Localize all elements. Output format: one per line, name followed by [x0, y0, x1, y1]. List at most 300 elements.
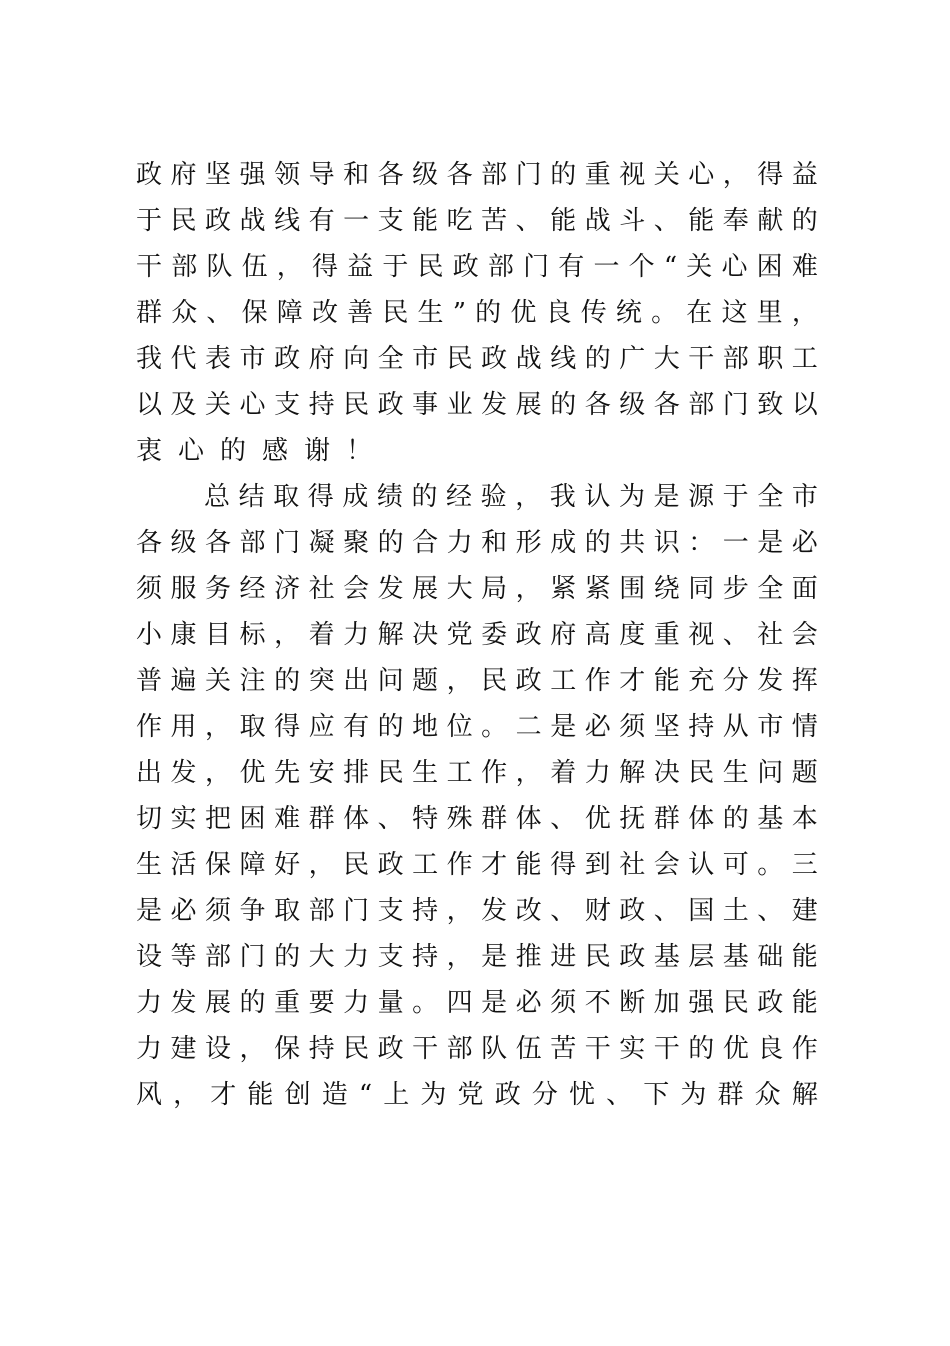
- glyph: 体: [688, 804, 715, 834]
- glyph: 绩: [376, 482, 403, 512]
- glyph: 本: [791, 804, 818, 834]
- glyph: ：: [688, 528, 715, 558]
- glyph: ，: [173, 1080, 200, 1110]
- glyph: 度: [619, 620, 646, 650]
- glyph: 作: [584, 666, 611, 696]
- glyph: 造: [321, 1080, 348, 1110]
- glyph: 体: [515, 804, 542, 834]
- glyph: 解: [377, 620, 404, 650]
- glyph: 困: [756, 252, 783, 282]
- text-line: [136, 750, 818, 796]
- glyph: 强: [688, 988, 715, 1018]
- glyph: 门: [274, 528, 301, 558]
- glyph: 必: [515, 988, 542, 1018]
- glyph: 持: [412, 896, 439, 926]
- glyph: 力: [136, 1034, 163, 1064]
- glyph: 各: [136, 528, 163, 558]
- glyph: 关: [205, 666, 232, 696]
- glyph: 的: [722, 804, 749, 834]
- glyph: 门: [515, 160, 542, 190]
- glyph: 的: [550, 160, 577, 190]
- glyph: 部: [722, 344, 749, 374]
- glyph: 难: [791, 252, 818, 282]
- glyph: 、: [377, 804, 404, 834]
- glyph: 优: [239, 758, 266, 788]
- glyph: 工: [446, 758, 473, 788]
- glyph: 职: [757, 344, 784, 374]
- glyph: 加: [653, 988, 680, 1018]
- glyph: 战: [584, 206, 611, 236]
- glyph: 基: [722, 942, 749, 972]
- glyph: 解: [791, 1080, 818, 1110]
- glyph: 活: [170, 850, 197, 880]
- glyph: 衷: [136, 436, 163, 466]
- glyph: 能: [688, 206, 715, 236]
- glyph: 的: [550, 390, 577, 420]
- glyph: 群: [653, 804, 680, 834]
- glyph: 聚: [343, 528, 370, 558]
- glyph: 民: [722, 988, 749, 1018]
- glyph: 民: [584, 942, 611, 972]
- text-line: [136, 566, 818, 612]
- glyph: 众: [754, 1080, 781, 1110]
- glyph: ，: [515, 574, 542, 604]
- text-line: [136, 888, 818, 934]
- glyph: 二: [515, 712, 542, 742]
- glyph: 会: [653, 850, 680, 880]
- text-line: [136, 980, 818, 1026]
- glyph: 重: [584, 160, 611, 190]
- glyph: 进: [550, 942, 577, 972]
- glyph: 视: [619, 160, 646, 190]
- glyph: 干: [412, 1034, 439, 1064]
- glyph: 政: [515, 666, 542, 696]
- glyph: 这: [721, 298, 748, 328]
- glyph: 干: [653, 1034, 680, 1064]
- glyph: 发: [481, 390, 508, 420]
- glyph: 能: [515, 850, 542, 880]
- glyph: 、: [606, 1080, 633, 1110]
- glyph: 队: [481, 1034, 508, 1064]
- glyph: 量: [377, 988, 404, 1018]
- glyph: 形: [515, 528, 542, 558]
- glyph: 总: [204, 482, 231, 512]
- glyph: 到: [584, 850, 611, 880]
- glyph: 成: [342, 482, 369, 512]
- glyph: 我: [549, 482, 576, 512]
- glyph: ，: [515, 758, 542, 788]
- glyph: 高: [584, 620, 611, 650]
- glyph: 得: [550, 850, 577, 880]
- glyph: 作: [136, 712, 163, 742]
- glyph: 得: [311, 252, 338, 282]
- glyph: 部: [308, 896, 335, 926]
- glyph: 有: [558, 252, 585, 282]
- glyph: 充: [688, 666, 715, 696]
- glyph: 、: [757, 896, 784, 926]
- glyph: 上: [383, 1080, 410, 1110]
- glyph: 基: [757, 804, 784, 834]
- glyph: 民: [382, 298, 409, 328]
- glyph: 级: [619, 390, 646, 420]
- glyph: 政: [136, 160, 163, 190]
- glyph: 建: [791, 896, 818, 926]
- glyph: 大: [653, 344, 680, 374]
- glyph: 市: [239, 344, 266, 374]
- glyph: 从: [722, 712, 749, 742]
- glyph: 、: [206, 298, 233, 328]
- glyph: 作: [791, 1034, 818, 1064]
- glyph: 委: [481, 620, 508, 650]
- glyph: 才: [619, 666, 646, 696]
- glyph: 政: [481, 344, 508, 374]
- glyph: 民: [481, 666, 508, 696]
- glyph: 民: [343, 1034, 370, 1064]
- glyph: 会: [343, 574, 370, 604]
- text-line: [136, 612, 818, 658]
- glyph: 认: [688, 850, 715, 880]
- glyph: 问: [377, 666, 404, 696]
- glyph: 社: [619, 850, 646, 880]
- glyph: 是: [481, 988, 508, 1018]
- glyph: 、: [653, 896, 680, 926]
- glyph: 关: [686, 252, 713, 282]
- glyph: 门: [523, 252, 550, 282]
- glyph: 部: [688, 390, 715, 420]
- text-line: [136, 244, 818, 290]
- glyph: 基: [653, 942, 680, 972]
- glyph: 可: [722, 850, 749, 880]
- glyph: 级: [412, 160, 439, 190]
- glyph: 和: [343, 160, 370, 190]
- glyph: 源: [688, 482, 715, 512]
- glyph: 。: [651, 298, 678, 328]
- glyph: 领: [274, 160, 301, 190]
- glyph: 心: [721, 252, 748, 282]
- glyph: 业: [446, 390, 473, 420]
- glyph: 谢: [304, 436, 331, 466]
- glyph: 得: [757, 160, 784, 190]
- glyph: 能: [791, 942, 818, 972]
- glyph: 和: [481, 528, 508, 558]
- glyph: 的: [791, 206, 818, 236]
- glyph: 是: [757, 528, 784, 558]
- glyph: 战: [515, 344, 542, 374]
- glyph: 优: [510, 298, 537, 328]
- glyph: 层: [688, 942, 715, 972]
- glyph: 良: [757, 1034, 784, 1064]
- glyph: 经: [239, 574, 266, 604]
- glyph: 民: [377, 758, 404, 788]
- glyph: 工: [791, 344, 818, 374]
- glyph: 着: [308, 620, 335, 650]
- glyph: 殊: [446, 804, 473, 834]
- glyph: 能: [653, 666, 680, 696]
- glyph: 的: [584, 528, 611, 558]
- glyph: 的: [377, 712, 404, 742]
- glyph: 紧: [550, 574, 577, 604]
- glyph: 建: [170, 1034, 197, 1064]
- glyph: 社: [757, 620, 784, 650]
- glyph: 的: [688, 1034, 715, 1064]
- glyph: 政: [377, 1034, 404, 1064]
- glyph: 门: [239, 942, 266, 972]
- glyph: 保: [205, 850, 232, 880]
- glyph: 取: [239, 712, 266, 742]
- text-line: [136, 382, 818, 428]
- glyph: 、: [722, 620, 749, 650]
- glyph: 政: [205, 206, 232, 236]
- glyph: 结: [238, 482, 265, 512]
- glyph: 位: [446, 712, 473, 742]
- glyph: ，: [791, 298, 818, 328]
- glyph: 苦: [481, 206, 508, 236]
- glyph: 致: [757, 390, 784, 420]
- glyph: 队: [206, 252, 233, 282]
- glyph: 持: [308, 1034, 335, 1064]
- glyph: 特: [412, 804, 439, 834]
- glyph: 优: [584, 804, 611, 834]
- glyph: 题: [791, 758, 818, 788]
- glyph: 各: [205, 528, 232, 558]
- text-line: [136, 704, 818, 750]
- glyph: 等: [170, 942, 197, 972]
- glyph: 吃: [446, 206, 473, 236]
- glyph: 改: [515, 896, 542, 926]
- glyph: 的: [239, 988, 266, 1018]
- glyph: 难: [274, 804, 301, 834]
- glyph: 政: [619, 942, 646, 972]
- glyph: 全: [757, 482, 784, 512]
- glyph: 挥: [791, 666, 818, 696]
- glyph: 是: [136, 896, 163, 926]
- glyph: 民: [343, 850, 370, 880]
- glyph: 府: [550, 620, 577, 650]
- glyph: 能: [791, 988, 818, 1018]
- glyph: 市: [757, 712, 784, 742]
- glyph: 于: [722, 482, 749, 512]
- glyph: 障: [276, 298, 303, 328]
- glyph: ，: [276, 252, 303, 282]
- glyph: 础: [757, 942, 784, 972]
- glyph: 各: [584, 390, 611, 420]
- glyph: 众: [171, 298, 198, 328]
- glyph: “: [663, 252, 678, 282]
- glyph: 生: [136, 850, 163, 880]
- glyph: 、: [550, 896, 577, 926]
- glyph: 群: [308, 804, 335, 834]
- glyph: 一: [722, 528, 749, 558]
- glyph: 社: [308, 574, 335, 604]
- text-line: [136, 520, 818, 566]
- glyph: 益: [347, 252, 374, 282]
- glyph: 政: [515, 620, 542, 650]
- glyph: 问: [757, 758, 784, 788]
- glyph: 良: [545, 298, 572, 328]
- glyph: 目: [205, 620, 232, 650]
- glyph: ，: [446, 666, 473, 696]
- text-line-indented: [136, 474, 818, 520]
- text-line: [136, 152, 818, 198]
- glyph: 、: [653, 206, 680, 236]
- glyph: 门: [722, 390, 749, 420]
- glyph: 优: [722, 1034, 749, 1064]
- glyph: 市: [791, 482, 818, 512]
- glyph: 于: [382, 252, 409, 282]
- glyph: 必: [584, 712, 611, 742]
- glyph: 是: [550, 712, 577, 742]
- glyph: 视: [688, 620, 715, 650]
- glyph: 得: [307, 482, 334, 512]
- body-text: [136, 152, 818, 1118]
- glyph: 战: [239, 206, 266, 236]
- glyph: 关: [653, 160, 680, 190]
- glyph: 为: [618, 482, 645, 512]
- glyph: ，: [722, 160, 749, 190]
- glyph: 全: [377, 344, 404, 374]
- glyph: 的: [274, 666, 301, 696]
- glyph: 争: [239, 896, 266, 926]
- glyph: ，: [515, 482, 542, 512]
- glyph: 心: [239, 390, 266, 420]
- glyph: 创: [284, 1080, 311, 1110]
- glyph: 生: [412, 758, 439, 788]
- glyph: “: [358, 1080, 373, 1110]
- glyph: 出: [343, 666, 370, 696]
- glyph: 不: [584, 988, 611, 1018]
- glyph: 普: [136, 666, 163, 696]
- glyph: 善: [347, 298, 374, 328]
- glyph: 服: [170, 574, 197, 604]
- glyph: 解: [619, 758, 646, 788]
- glyph: 是: [653, 482, 680, 512]
- glyph: 民: [343, 390, 370, 420]
- glyph: 重: [653, 620, 680, 650]
- glyph: 奉: [722, 206, 749, 236]
- glyph: 展: [412, 574, 439, 604]
- glyph: ，: [446, 942, 473, 972]
- glyph: 、: [550, 804, 577, 834]
- glyph: 线: [274, 206, 301, 236]
- glyph: 代: [170, 344, 197, 374]
- glyph: 导: [308, 160, 335, 190]
- glyph: 大: [446, 574, 473, 604]
- glyph: 伍: [241, 252, 268, 282]
- glyph: 的: [584, 344, 611, 374]
- text-line: [136, 658, 818, 704]
- glyph: 识: [653, 528, 680, 558]
- glyph: 认: [584, 482, 611, 512]
- glyph: 政: [452, 252, 479, 282]
- glyph: 传: [580, 298, 607, 328]
- glyph: 政: [619, 896, 646, 926]
- glyph: 情: [791, 712, 818, 742]
- glyph: 益: [791, 160, 818, 190]
- glyph: 力: [343, 620, 370, 650]
- glyph: 我: [136, 344, 163, 374]
- glyph: 抚: [619, 804, 646, 834]
- glyph: 忧: [568, 1080, 595, 1110]
- glyph: 关: [205, 390, 232, 420]
- glyph: ，: [205, 712, 232, 742]
- glyph: 各: [653, 390, 680, 420]
- glyph: 向: [343, 344, 370, 374]
- glyph: 的: [411, 482, 438, 512]
- glyph: 政: [274, 344, 301, 374]
- glyph: 工: [412, 850, 439, 880]
- glyph: 为: [680, 1080, 707, 1110]
- glyph: 分: [531, 1080, 558, 1110]
- glyph: 是: [481, 942, 508, 972]
- glyph: 及: [170, 390, 197, 420]
- glyph: 部: [171, 252, 198, 282]
- glyph: 、: [515, 206, 542, 236]
- glyph: 得: [274, 712, 301, 742]
- glyph: 力: [446, 528, 473, 558]
- glyph: 经: [446, 482, 473, 512]
- glyph: 凝: [308, 528, 335, 558]
- glyph: 的: [220, 436, 247, 466]
- text-line: [136, 290, 818, 336]
- glyph: 遍: [170, 666, 197, 696]
- glyph: 作: [446, 850, 473, 880]
- glyph: 统: [615, 298, 642, 328]
- glyph: 生: [722, 758, 749, 788]
- glyph: 大: [308, 942, 335, 972]
- glyph: 事: [412, 390, 439, 420]
- glyph: 保: [241, 298, 268, 328]
- glyph: 设: [205, 1034, 232, 1064]
- glyph: 康: [170, 620, 197, 650]
- glyph: 群: [481, 804, 508, 834]
- glyph: 个: [628, 252, 655, 282]
- glyph: 支: [377, 896, 404, 926]
- glyph: 能: [247, 1080, 274, 1110]
- glyph: ，: [308, 850, 335, 880]
- glyph: 着: [550, 758, 577, 788]
- glyph: 政: [494, 1080, 521, 1110]
- glyph: 持: [308, 390, 335, 420]
- glyph: 的: [475, 298, 502, 328]
- glyph: 排: [343, 758, 370, 788]
- glyph: 为: [420, 1080, 447, 1110]
- glyph: 民: [170, 206, 197, 236]
- glyph: 国: [688, 896, 715, 926]
- glyph: 保: [274, 1034, 301, 1064]
- glyph: 同: [688, 574, 715, 604]
- glyph: 出: [136, 758, 163, 788]
- glyph: 支: [274, 390, 301, 420]
- glyph: ”: [452, 298, 466, 328]
- glyph: 设: [136, 942, 163, 972]
- glyph: 坚: [205, 160, 232, 190]
- glyph: 推: [515, 942, 542, 972]
- glyph: 先: [274, 758, 301, 788]
- glyph: 一: [343, 206, 370, 236]
- glyph: 风: [136, 1080, 163, 1110]
- glyph: 力: [136, 988, 163, 1018]
- glyph: 工: [550, 666, 577, 696]
- glyph: 决: [412, 620, 439, 650]
- glyph: 部: [205, 942, 232, 972]
- glyph: 小: [136, 620, 163, 650]
- glyph: 府: [308, 344, 335, 374]
- glyph: 政: [757, 988, 784, 1018]
- glyph: 题: [412, 666, 439, 696]
- glyph: 心: [178, 436, 205, 466]
- glyph: 持: [412, 942, 439, 972]
- glyph: 支: [377, 942, 404, 972]
